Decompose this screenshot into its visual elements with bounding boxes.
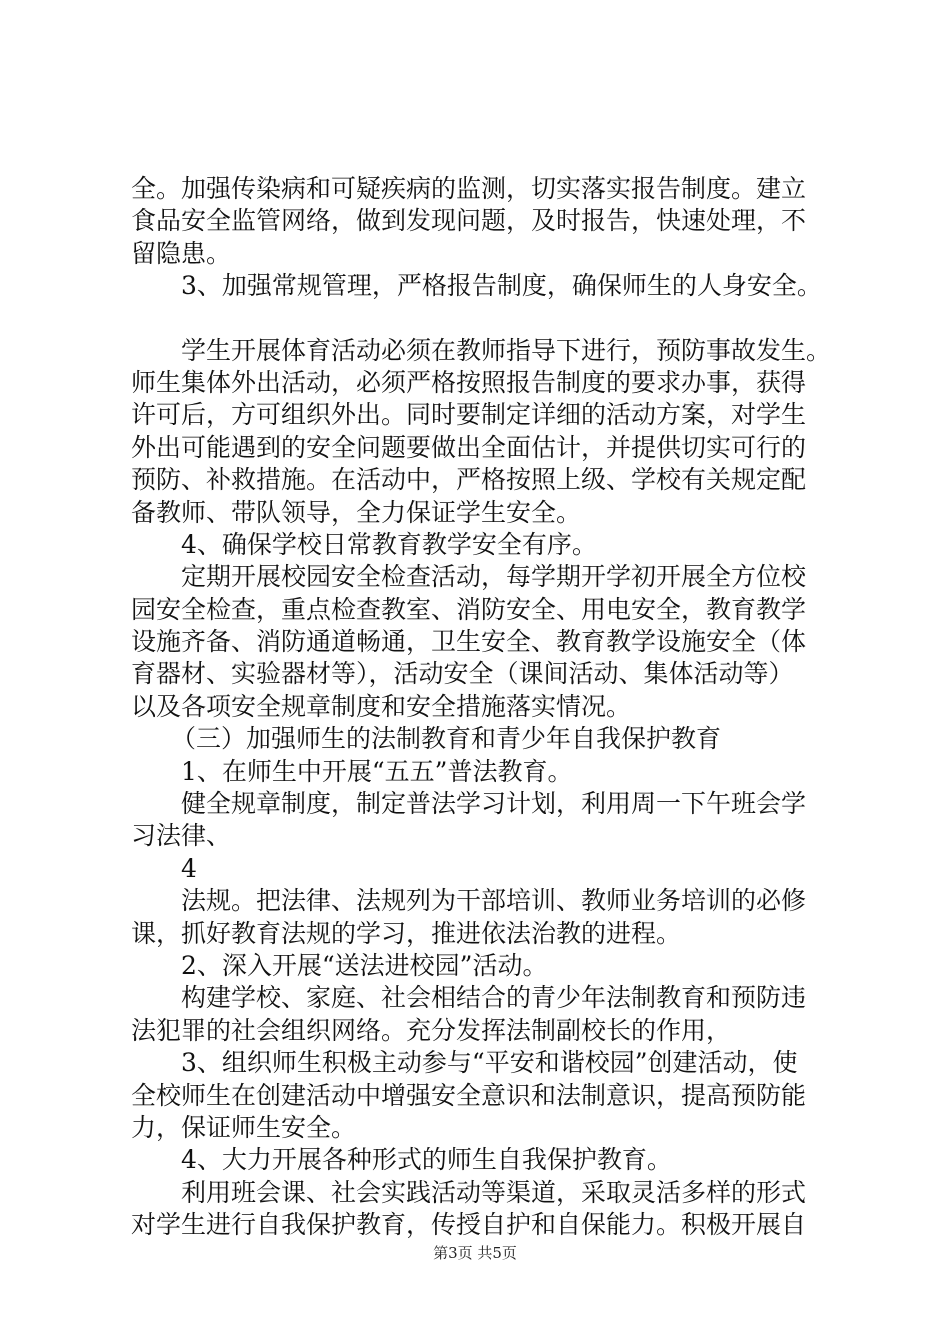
- text-line: 以及各项安全规章制度和安全措施落实情况。: [131, 691, 632, 721]
- text-line: 育器材、实验器材等），活动安全（课间活动、集体活动等）: [131, 659, 794, 689]
- text-line: 习法律、: [131, 821, 232, 851]
- text-line: 师生集体外出活动，必须严格按照报告制度的要求办事，获得: [131, 367, 807, 397]
- text-line: 全。加强传染病和可疑疾病的监测，切实落实报告制度。建立: [131, 174, 807, 203]
- text-line: 课，抓好教育法规的学习，推进依法治教的进程。: [131, 918, 682, 948]
- text-line: 利用班会课、社会实践活动等渠道，采取灵活多样的形式: [181, 1177, 807, 1207]
- text-line: 园安全检查，重点检查教室、消防安全、用电安全，教育教学: [131, 594, 807, 624]
- section-heading: 4、大力开展各种形式的师生自我保护教育。: [181, 1145, 672, 1175]
- text-line: 法犯罪的社会组织网络。充分发挥法制副校长的作用，: [131, 1015, 732, 1045]
- text-line: 备教师、带队领导，全力保证学生安全。: [131, 497, 582, 527]
- section-heading: 3、组织师生积极主动参与“平安和谐校园”创建活动，使: [181, 1048, 798, 1078]
- page-footer: 第3页 共5页: [433, 1244, 517, 1262]
- section-heading: 4、确保学校日常教育教学安全有序。: [181, 529, 597, 559]
- text-line: 学生开展体育活动必须在教师指导下进行，预防事故发生。: [181, 335, 832, 365]
- section-heading: 2、深入开展“送法进校园”活动。: [181, 950, 548, 980]
- section-heading: 1、在师生中开展“五五”普法教育。: [181, 756, 573, 786]
- text-line: 预防、补救措施。在活动中，严格按照上级、学校有关规定配: [131, 465, 807, 495]
- text-line: 全校师生在创建活动中增强安全意识和法制意识，提高预防能: [131, 1080, 807, 1110]
- text-line: 留隐患。: [131, 238, 232, 268]
- text-line: 外出可能遇到的安全问题要做出全面估计，并提供切实可行的: [131, 432, 807, 462]
- text-line: 构建学校、家庭、社会相结合的青少年法制教育和预防违: [181, 983, 807, 1013]
- text-line: 设施齐备、消防通道畅通，卫生安全、教育教学设施安全（体: [131, 627, 807, 657]
- document-body: [131, 173, 831, 1242]
- stray-number: 4: [181, 853, 197, 883]
- text-line: 健全规章制度，制定普法学习计划，利用周一下午班会学: [181, 789, 807, 819]
- section-heading: （三）加强师生的法制教育和青少年自我保护教育: [171, 724, 722, 754]
- text-line: 许可后，方可组织外出。同时要制定详细的活动方案，对学生: [131, 400, 807, 430]
- text-line: 法规。把法律、法规列为干部培训、教师业务培训的必修: [181, 886, 807, 916]
- text-line: 力，保证师生安全。: [131, 1112, 357, 1142]
- text-line: 定期开展校园安全检查活动，每学期开学初开展全方位校: [181, 562, 807, 592]
- blank-line: [131, 303, 831, 335]
- text-line: 对学生进行自我保护教育，传授自护和自保能力。积极开展自: [131, 1210, 807, 1240]
- text-line: 食品安全监管网络，做到发现问题，及时报告，快速处理，不: [131, 206, 807, 236]
- section-heading: 3、加强常规管理，严格报告制度，确保师生的人身安全。: [181, 271, 822, 301]
